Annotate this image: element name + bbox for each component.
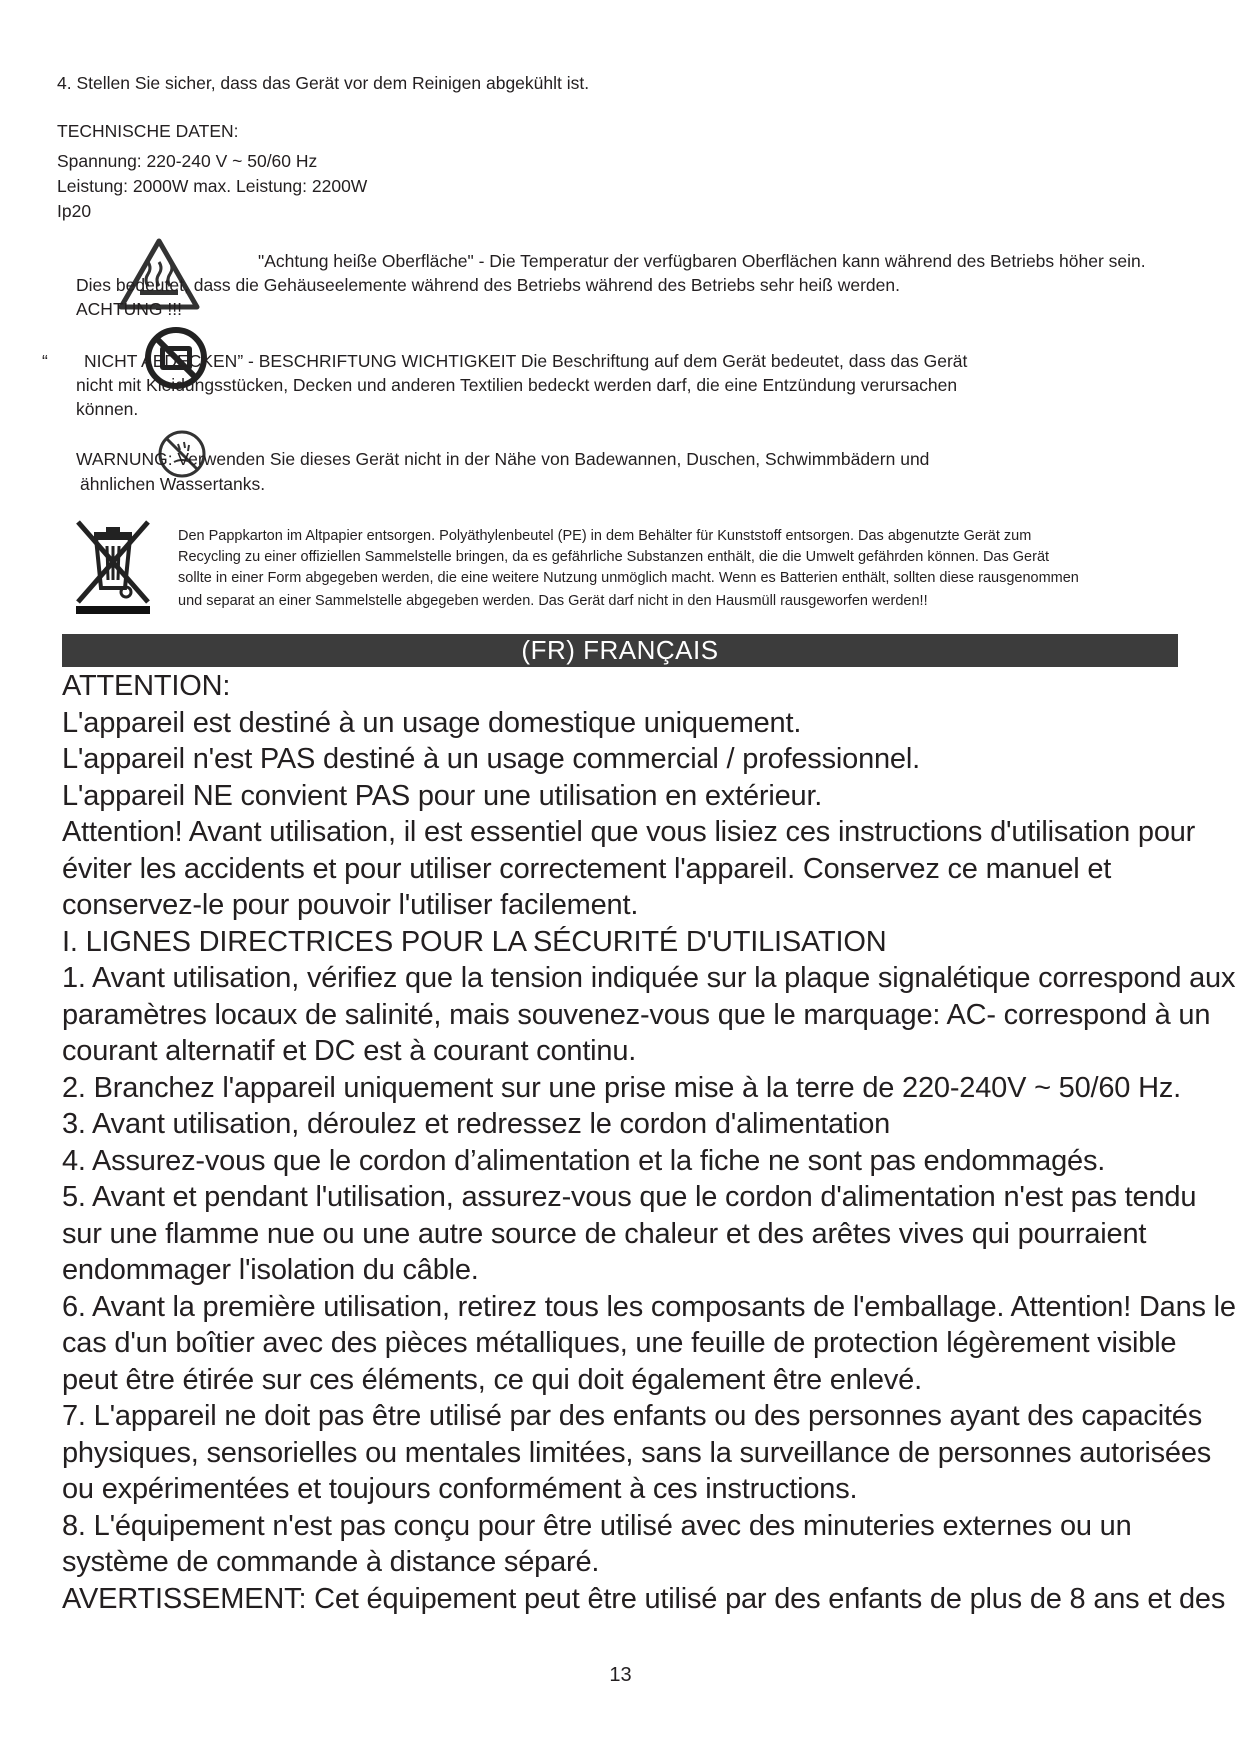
- do-not-cover-text-2: nicht mit Kleidungsstücken, Decken und anderen Textilien bedeckt werden darf, die eine Entzündung verursachen: [76, 375, 958, 395]
- french-line: paramètres locaux de salinité, mais souvenez-vous que le marquage: AC- correspond à un: [62, 998, 1211, 1031]
- french-line: L'appareil n'est PAS destiné à un usage commercial / professionnel.: [62, 743, 920, 775]
- disposal-text-1: Den Pappkarton im Altpapier entsorgen. Polyäthylenbeutel (PE) in dem Behälter für Kunststoff entsorgen. Das abgenutzte Gerät zum: [178, 528, 1032, 544]
- french-line: éviter les accidents et pour utiliser correctement l'appareil. Conservez ce manuel et: [62, 852, 1112, 885]
- cover-opening-quote: “: [42, 351, 48, 371]
- french-line: 1. Avant utilisation, vérifiez que la tension indiquée sur la plaque signalétique correspond aux: [62, 962, 1236, 994]
- french-line: ATTENTION:: [62, 670, 231, 702]
- french-line: 2. Branchez l'appareil uniquement sur une prise mise à la terre de 220-240V ~ 50/60 Hz.: [62, 1071, 1181, 1104]
- french-line: ou expérimentées et toujours conformément à ces instructions.: [62, 1473, 858, 1505]
- french-line: peut être étirée sur ces éléments, ce qui doit également être enlevé.: [62, 1363, 922, 1396]
- french-line: 4. Assurez-vous que le cordon d’alimentation et la fiche ne sont pas endommagés.: [62, 1144, 1106, 1177]
- water-warning-text-1: WARNUNG: Verwenden Sie dieses Gerät nicht in der Nähe von Badewannen, Duschen, Schwimmbädern und: [76, 449, 930, 469]
- french-section-header: (FR) FRANÇAIS: [62, 634, 1178, 667]
- french-line: conservez-le pour pouvoir l'utiliser facilement.: [62, 889, 639, 921]
- french-line: 3. Avant utilisation, déroulez et redressez le cordon d'alimentation: [62, 1108, 891, 1140]
- french-line: I. LIGNES DIRECTRICES POUR LA SÉCURITÉ D'UTILISATION: [62, 925, 887, 958]
- french-line: Attention! Avant utilisation, il est essentiel que vous lisiez ces instructions d'utilisation pour: [62, 816, 1196, 848]
- french-line: sur une flamme nue ou une autre source de chaleur et des arêtes vives qui pourraient: [62, 1217, 1147, 1250]
- disposal-text-2: Recycling zu einer offiziellen Sammelstelle bringen, da es gefährliche Substanzen enthält, die die Umwelt gefährden können. Das Gerät: [178, 549, 1050, 565]
- disposal-text-3: sollte in einer Form abgegeben werden, die eine weitere Nutzung unmöglich macht. Wenn es Batterien enthält, sollten diese rausgenommen: [178, 570, 1079, 586]
- hot-surface-text-1: "Achtung heiße Oberfläche" - Die Temperatur der verfügbaren Oberflächen kann während des Betriebs höher sein.: [258, 251, 1146, 271]
- hot-surface-text-3: ACHTUNG !!!: [76, 299, 182, 319]
- do-not-cover-text-1: NICHT ABDECKEN” - BESCHRIFTUNG WICHTIGKEIT Die Beschriftung auf dem Gerät bedeutet, dass das Gerät: [84, 351, 968, 371]
- french-line: L'appareil NE convient PAS pour une utilisation en extérieur.: [62, 779, 823, 812]
- water-warning-text-2: ähnlichen Wassertanks.: [80, 474, 266, 494]
- german-step-4: 4. Stellen Sie sicher, dass das Gerät vor dem Reinigen abgekühlt ist.: [57, 73, 590, 93]
- hot-surface-text-2: Dies bedeutet, dass die Gehäuseelemente während des Betriebs während des Betriebs sehr heiß werden.: [76, 275, 900, 295]
- french-line: 8. L'équipement n'est pas conçu pour être utilisé avec des minuteries externes ou un: [62, 1509, 1132, 1542]
- weee-crossed-bin-icon: [74, 518, 152, 614]
- french-line: endommager l'isolation du câble.: [62, 1254, 479, 1286]
- disposal-text-4: und separat an einer Sammelstelle abgegeben werden. Das Gerät darf nicht in den Hausmüll rausgeworfen werden!!: [178, 593, 928, 609]
- tech-ip-rating: Ip20: [57, 201, 92, 221]
- french-line: courant alternatif et DC est à courant continu.: [62, 1035, 637, 1067]
- tech-data-heading: TECHNISCHE DATEN:: [57, 121, 239, 141]
- tech-voltage: Spannung: 220-240 V ~ 50/60 Hz: [57, 151, 318, 171]
- french-line: L'appareil est destiné à un usage domestique uniquement.: [62, 706, 802, 739]
- french-text-block: [62, 668, 1236, 1617]
- french-line: cas d'un boîtier avec des pièces métalliques, une feuille de protection légèrement visible: [62, 1327, 1177, 1359]
- page-number: 13: [609, 1664, 632, 1686]
- french-line: 6. Avant la première utilisation, retirez tous les composants de l'emballage. Attention! Dans le: [62, 1290, 1236, 1323]
- french-line: physiques, sensorielles ou mentales limitées, sans la surveillance de personnes autorisées: [62, 1436, 1212, 1469]
- french-line: 5. Avant et pendant l'utilisation, assurez-vous que le cordon d'alimentation n'est pas tendu: [62, 1181, 1197, 1213]
- do-not-cover-text-3: können.: [76, 399, 139, 419]
- tech-power: Leistung: 2000W max. Leistung: 2200W: [57, 176, 368, 196]
- french-line: 7. L'appareil ne doit pas être utilisé par des enfants ou des personnes ayant des capacités: [62, 1400, 1203, 1432]
- french-line: système de commande à distance séparé.: [62, 1546, 600, 1578]
- french-line: AVERTISSEMENT: Cet équipement peut être utilisé par des enfants de plus de 8 ans et des: [62, 1582, 1226, 1615]
